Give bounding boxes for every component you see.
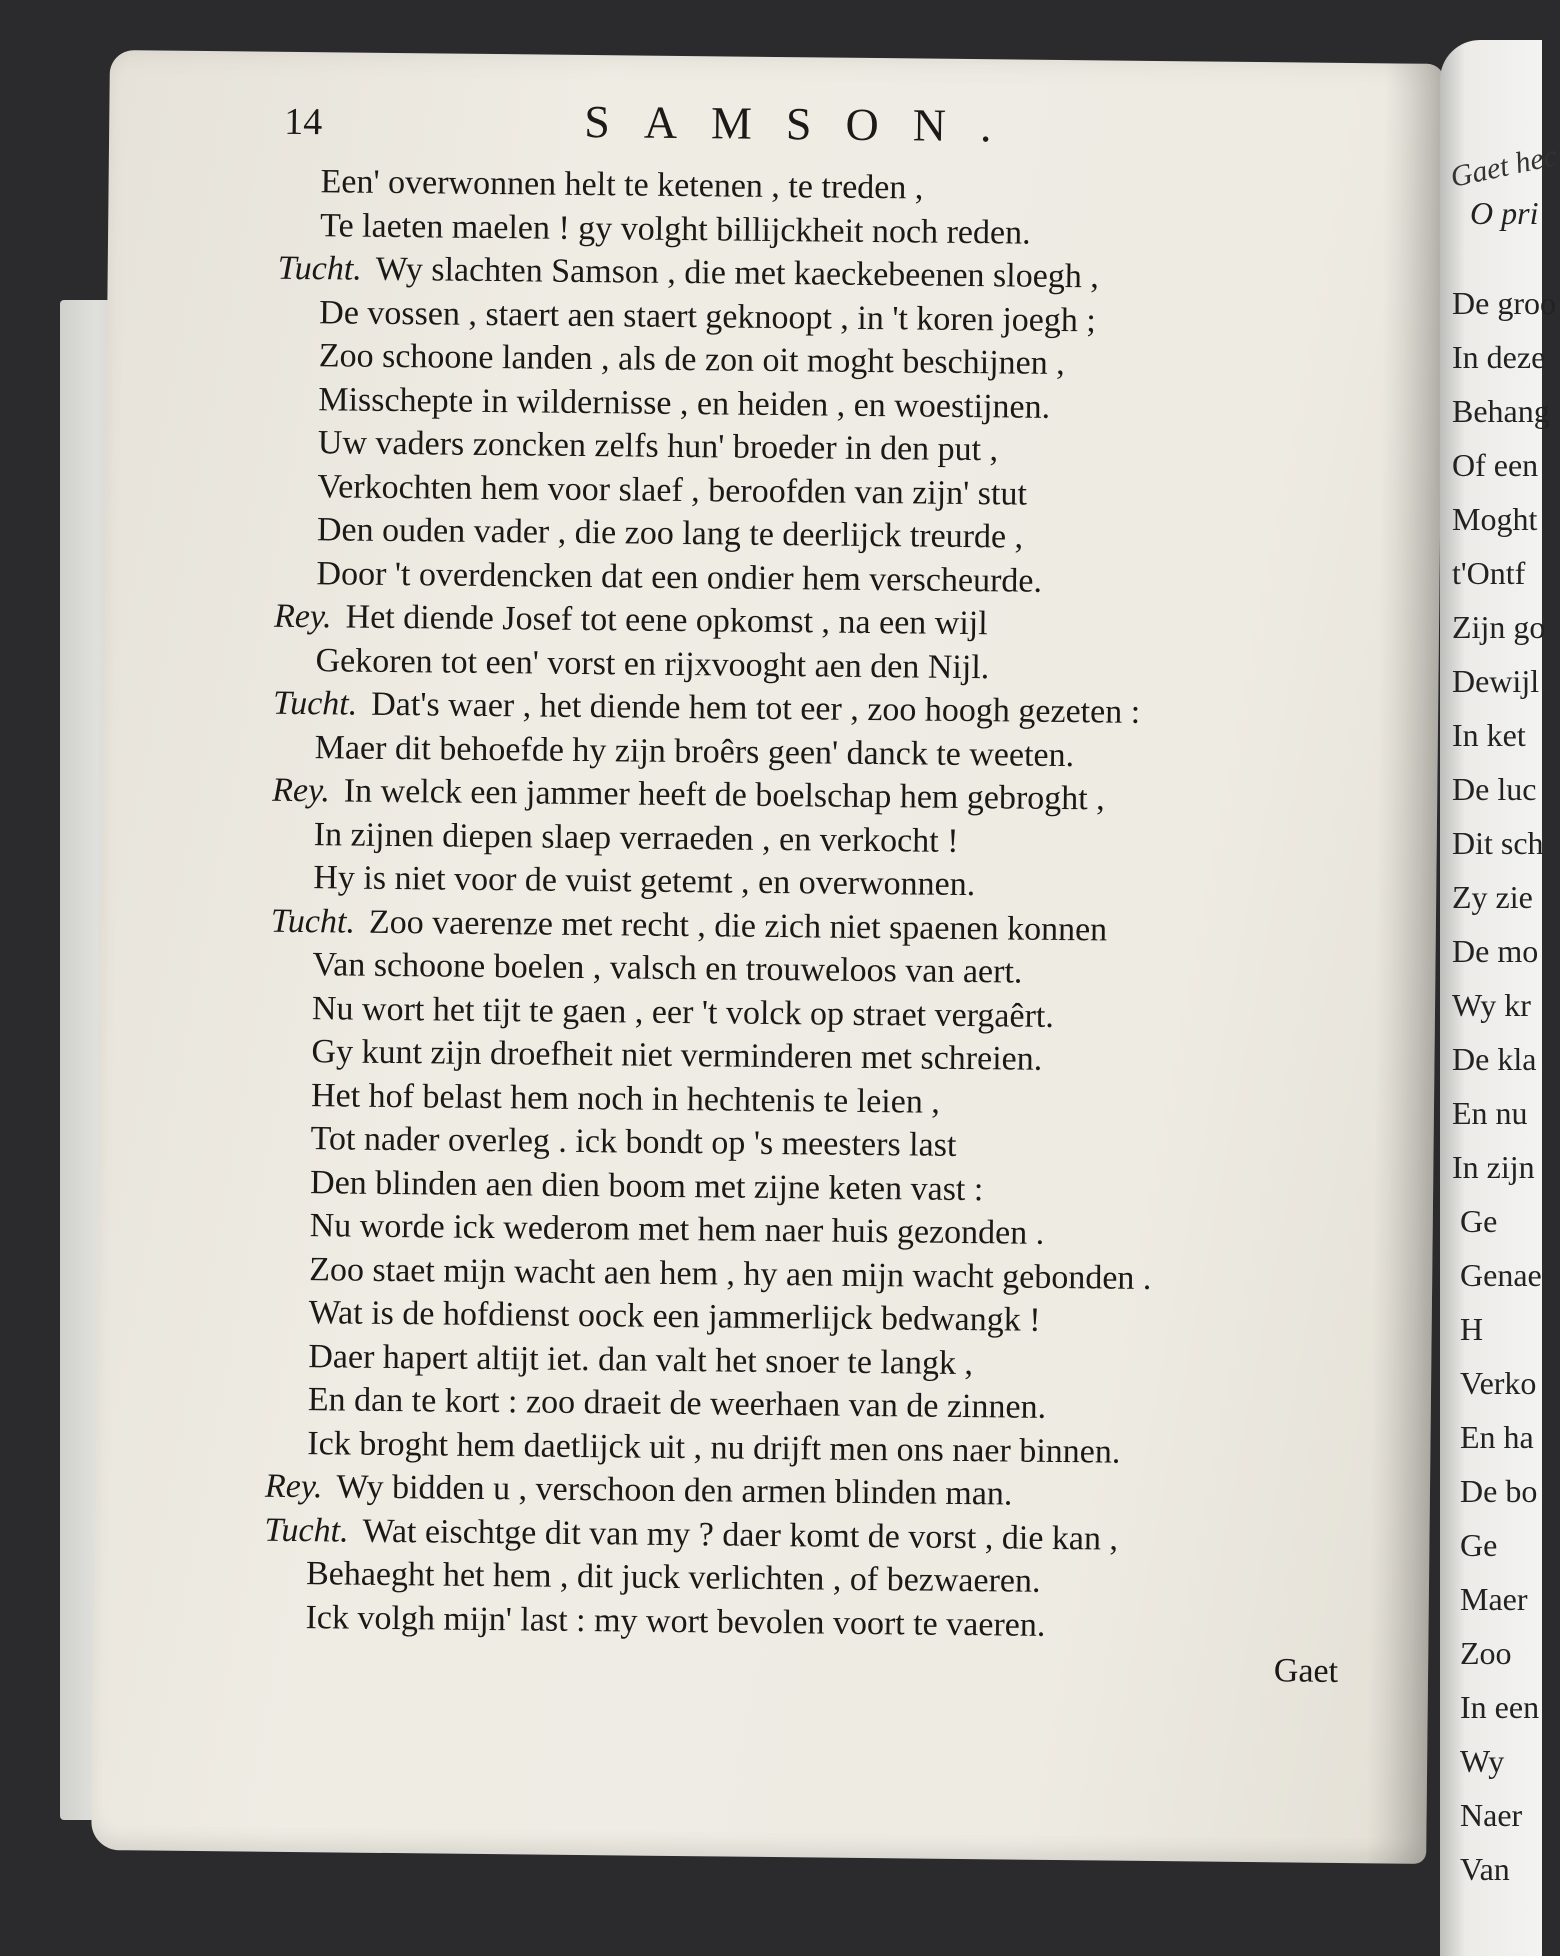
facing-page-line: Zoo	[1460, 1635, 1512, 1671]
facing-page-line: Wy kr	[1452, 987, 1531, 1023]
facing-page-line: Genae	[1460, 1257, 1542, 1293]
verse-text: En dan te kort : zoo draeit de weerhaen van de zinnen.	[307, 1381, 1047, 1426]
speaker-label: Tucht.	[264, 1511, 349, 1550]
verse-block	[263, 160, 1408, 1651]
speaker-label: Tucht.	[270, 902, 356, 941]
facing-page-line: Behang	[1452, 393, 1550, 429]
verse-text: Den blinden aen dien boom met zijne keten vast :	[309, 1163, 984, 1208]
facing-page-line: Zijn go	[1452, 609, 1546, 645]
page-number: 14	[284, 100, 323, 144]
verse-text: De vossen , staert aen staert geknoopt , in 't koren joegh ;	[319, 293, 1097, 339]
verse-text: Maer dit behoefde hy zijn broêrs geen' danck te weeten.	[314, 728, 1075, 774]
facing-page-line: En nu	[1452, 1095, 1528, 1131]
facing-page-line: In een	[1460, 1689, 1540, 1725]
facing-page-line: Naer	[1460, 1797, 1523, 1833]
facing-page-heading: Gaet hec	[1447, 139, 1560, 194]
facing-page-line: Ge	[1460, 1527, 1498, 1563]
facing-page-line: In ket	[1452, 717, 1526, 753]
verse-text: Daer hapert altijt iet. dan valt het snoer te langk ,	[308, 1337, 974, 1382]
facing-page-line: Dit sch	[1452, 825, 1544, 861]
book-page-left	[91, 50, 1445, 1864]
facing-page-line: Maer	[1460, 1581, 1528, 1617]
speaker-label: Rey.	[264, 1467, 323, 1506]
verse-text: Zoo staet mijn wacht aen hem , hy aen mijn wacht gebonden .	[309, 1250, 1152, 1297]
facing-page-line: En ha	[1460, 1419, 1534, 1455]
facing-page-heading-2: O pri	[1470, 195, 1539, 231]
running-title: SAMSON.	[584, 95, 1026, 152]
verse-text: Zoo schoone landen , als de zon oit moght beschijnen ,	[318, 337, 1065, 383]
running-head	[284, 92, 1285, 172]
book-page-right-fragment	[1440, 40, 1560, 1956]
verse-text: Den ouden vader , die zoo lang te deerlijck treurde ,	[316, 511, 1024, 556]
facing-page-line: Van	[1460, 1851, 1510, 1887]
facing-page-line: Of een	[1452, 447, 1539, 483]
speaker-label: Rey.	[272, 771, 331, 810]
verse-text: Behaeght het hem , dit juck verlichten , of bezwaeren.	[305, 1555, 1041, 1600]
verse-text: Dat's waer , het diende hem tot eer , zoo hoogh gezeten :	[371, 685, 1141, 731]
verse-text: Ick broght hem daetlijck uit , nu drijft men ons naer binnen.	[307, 1424, 1121, 1471]
verse-text: Wy slachten Samson , die met kaeckebeenen sloegh ,	[375, 250, 1100, 296]
facing-page-line: Wy	[1460, 1743, 1505, 1779]
verse-text: Te laeten maelen ! gy volght billijckheit noch reden.	[319, 206, 1031, 252]
verse-text: Hy is niet voor de vuist getemt , en overwonnen.	[313, 859, 976, 904]
speaker-label: Rey.	[273, 597, 332, 636]
facing-page-line: De groo	[1452, 285, 1556, 321]
speaker-label: Tucht.	[272, 684, 358, 723]
facing-page-line: Ge	[1460, 1203, 1498, 1239]
catchword: Gaet	[1273, 1652, 1339, 1690]
verse-text: Het diende Josef tot eene opkomst , na een wijl	[345, 598, 988, 643]
facing-page-line: De kla	[1452, 1041, 1537, 1077]
verse-text: Uw vaders zoncken zelfs hun' broeder in den put ,	[317, 424, 999, 469]
verse-text: In zijnen diepen slaep verraeden , en verkocht !	[313, 815, 959, 860]
facing-page-line: In zijn	[1452, 1149, 1535, 1185]
verse-text: In welck een jammer heeft de boelschap hem gebroght ,	[343, 772, 1105, 818]
verse-text: Ick volgh mijn' last : my wort bevolen voort te vaeren.	[305, 1598, 1046, 1644]
facing-page-line: Dewijl	[1452, 663, 1540, 699]
verse-text: Een' overwonnen helt te ketenen , te treden ,	[320, 163, 924, 207]
verse-text: Nu worde ick wederom met hem naer huis gezonden .	[309, 1207, 1045, 1252]
facing-page-line: Zy zie	[1452, 879, 1533, 915]
facing-page-line: t'Ontf	[1452, 555, 1526, 591]
verse-text: Verkochten hem voor slaef , beroofden van zijn' stut	[317, 467, 1028, 513]
verse-text: Door 't overdencken dat een ondier hem verscheurde.	[316, 554, 1043, 600]
verse-text: Het hof belast hem noch in hechtenis te leien ,	[310, 1076, 941, 1121]
speaker-label: Tucht.	[277, 249, 362, 288]
verse-text: Wat is de hofdienst oock een jammerlijck bedwangk !	[308, 1294, 1041, 1339]
facing-page-line: Moght	[1452, 501, 1538, 537]
verse-text: Van schoone boelen , valsch en trouweloos van aert.	[312, 946, 1023, 991]
verse-text: Gy kunt zijn droefheit niet verminderen met schreien.	[311, 1033, 1043, 1078]
verse-text: Wat eischtge dit van my ? daer komt de vorst , die kan ,	[362, 1512, 1119, 1558]
facing-page-line: De bo	[1460, 1473, 1538, 1509]
facing-page-line: In deze	[1452, 339, 1546, 375]
facing-page-line: Verko	[1460, 1365, 1537, 1401]
facing-page-line: De luc	[1452, 771, 1537, 807]
verse-text: Wy bidden u , verschoon den armen blinden man.	[336, 1468, 1013, 1513]
facing-page-line: H	[1460, 1311, 1484, 1347]
verse-text: Tot nader overleg . ick bondt op 's meesters last	[310, 1120, 957, 1164]
facing-page-line: De mo	[1452, 933, 1539, 969]
verse-text: Gekoren tot een' vorst en rijxvooght aen den Nijl.	[315, 641, 990, 686]
verse-text: Misschepte in wildernisse , en heiden , en woestijnen.	[318, 380, 1051, 426]
verse-text: Nu wort het tijt te gaen , eer 't volck op straet vergaêrt.	[311, 989, 1055, 1035]
verse-text: Zoo vaerenze met recht , die zich niet spaenen konnen	[368, 903, 1108, 948]
